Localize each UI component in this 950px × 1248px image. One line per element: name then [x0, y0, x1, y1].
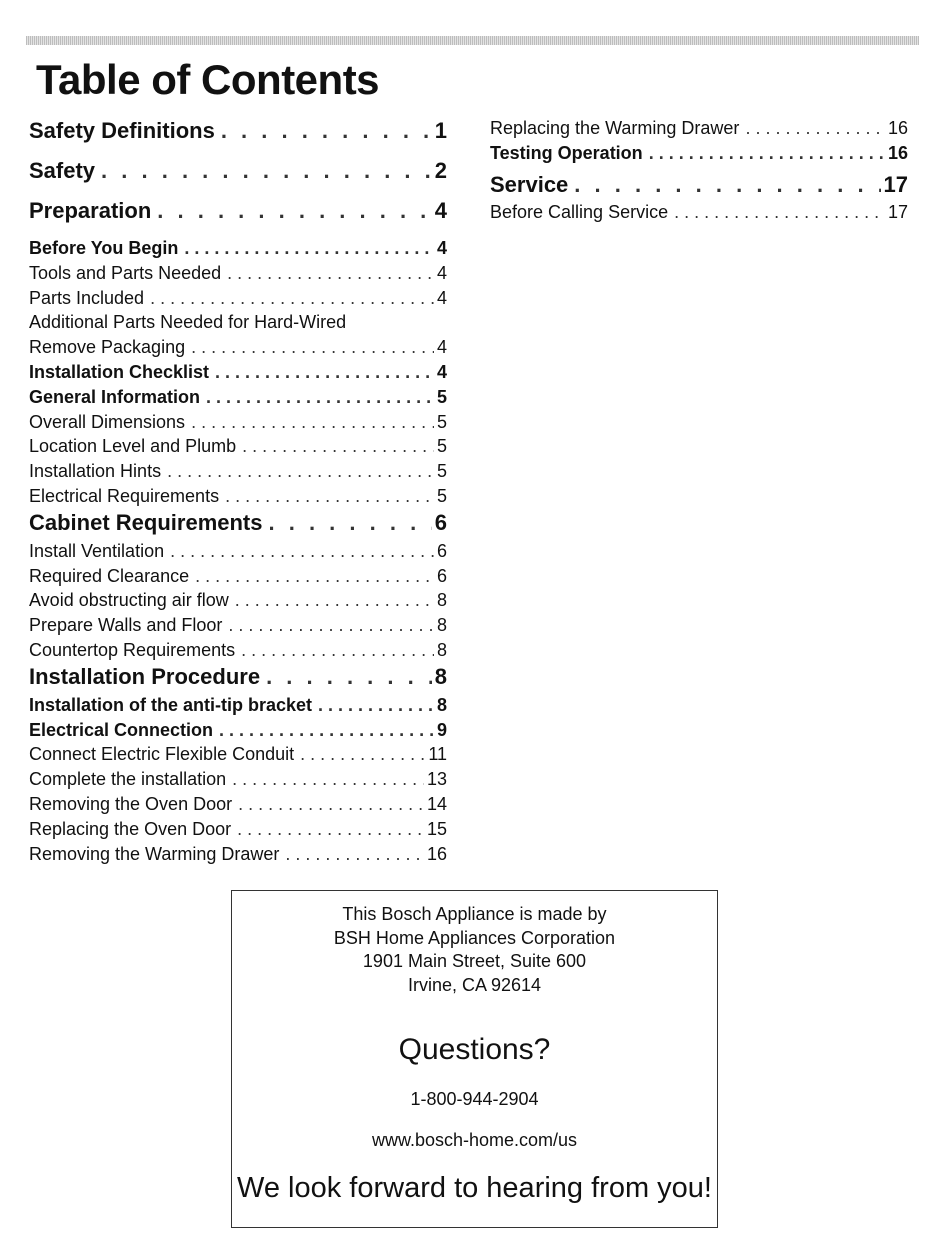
toc-entry[interactable] [29, 767, 447, 792]
toc-entry-label: Service [490, 171, 569, 197]
toc-right-column [490, 116, 908, 224]
toc-leader-dots [269, 509, 432, 537]
toc-entry[interactable] [29, 310, 447, 335]
toc-page-number: 13 [426, 769, 447, 790]
toc-leader-dots [232, 767, 424, 792]
toc-leader-dots [225, 484, 434, 509]
toc-entry-label: General Information [29, 386, 201, 407]
toc-page-number: 8 [436, 694, 447, 715]
toc-leader-dots [184, 236, 434, 261]
toc-entry[interactable] [490, 200, 908, 225]
toc-entry-label: Overall Dimensions [29, 411, 186, 432]
toc-leader-dots [745, 116, 885, 141]
toc-leader-dots [191, 410, 434, 435]
toc-leader-dots [221, 116, 432, 146]
toc-entry[interactable] [490, 116, 908, 141]
toc-entry[interactable] [29, 539, 447, 564]
toc-page-number: 16 [426, 843, 447, 864]
toc-entry[interactable] [29, 196, 447, 236]
toc-page-number: 5 [436, 485, 447, 506]
toc-entry[interactable] [29, 742, 447, 767]
toc-page-number: 17 [887, 201, 908, 222]
toc-page-number: 9 [436, 719, 447, 740]
toc-entry[interactable] [29, 360, 447, 385]
phone-number: 1-800-944-2904 [410, 1089, 539, 1109]
toc-entry-label: Before You Begin [29, 238, 179, 258]
toc-entry-label: Cabinet Requirements [29, 509, 263, 535]
toc-entry-label: Remove Packaging [29, 337, 186, 358]
toc-leader-dots [241, 638, 434, 663]
closing-message: We look forward to hearing from you! [237, 1172, 712, 1204]
toc-leader-dots [167, 459, 434, 484]
toc-leader-dots [206, 385, 434, 410]
toc-leader-dots [227, 261, 434, 286]
toc-entry[interactable] [29, 385, 447, 410]
address-line: 1901 Main Street, Suite 600 [362, 951, 587, 971]
toc-leader-dots [285, 842, 424, 867]
toc-entry-label: Safety [29, 158, 96, 183]
toc-entry[interactable] [29, 459, 447, 484]
toc-leader-dots [238, 792, 424, 817]
toc-entry-label: Connect Electric Flexible Conduit [29, 744, 295, 765]
toc-entry-label: Prepare Walls and Floor [29, 615, 223, 636]
toc-entry[interactable] [29, 410, 447, 435]
toc-entry[interactable] [490, 141, 908, 166]
toc-entry[interactable] [29, 564, 447, 589]
toc-page-number: 4 [434, 198, 447, 223]
toc-entry[interactable] [29, 792, 447, 817]
toc-left-column [29, 116, 447, 866]
toc-entry-label: Additional Parts Needed for Hard-Wired [29, 312, 347, 333]
toc-entry[interactable] [29, 286, 447, 311]
toc-entry[interactable] [29, 236, 447, 261]
toc-entry[interactable] [490, 170, 908, 200]
toc-page-number: 5 [436, 461, 447, 482]
toc-leader-dots [237, 817, 424, 842]
toc-entry-label: Testing Operation [490, 142, 643, 163]
toc-page-number: 5 [436, 411, 447, 432]
toc-entry[interactable] [29, 638, 447, 663]
toc-leader-dots [215, 360, 434, 385]
toc-entry[interactable] [29, 842, 447, 867]
toc-leader-dots [228, 613, 434, 638]
website-link[interactable]: www.bosch-home.com/us [371, 1130, 578, 1150]
toc-entry[interactable] [29, 817, 447, 842]
toc-leader-dots [242, 434, 434, 459]
toc-leader-dots [195, 564, 434, 589]
toc-page-number: 15 [426, 818, 447, 839]
toc-page-number: 2 [434, 158, 447, 183]
toc-entry-label: Installation Hints [29, 461, 162, 482]
toc-leader-dots [157, 196, 431, 226]
toc-entry-label: Complete the installation [29, 769, 227, 790]
toc-leader-dots [219, 718, 434, 743]
toc-page-number: 5 [436, 386, 447, 407]
toc-page-number: 8 [436, 615, 447, 636]
toc-page-number: 17 [883, 171, 908, 197]
toc-leader-dots [674, 200, 885, 225]
toc-leader-dots [574, 170, 880, 200]
contact-box [231, 890, 718, 1228]
toc-entry-label: Parts Included [29, 287, 145, 308]
toc-entry-label: Required Clearance [29, 565, 190, 586]
toc-entry-label: Install Ventilation [29, 540, 165, 561]
toc-entry-label: Replacing the Oven Door [29, 818, 232, 839]
toc-leader-dots [101, 156, 432, 186]
toc-entry-label: Before Calling Service [490, 201, 669, 222]
toc-leader-dots [649, 141, 885, 166]
address-line: This Bosch Appliance is made by [342, 904, 607, 924]
toc-entry-label: Replacing the Warming Drawer [490, 118, 740, 138]
toc-entry-label: Countertop Requirements [29, 639, 236, 660]
questions-heading: Questions? [398, 1033, 551, 1066]
toc-leader-dots [300, 742, 425, 767]
toc-page-number: 4 [436, 262, 447, 283]
toc-page-number: 16 [887, 142, 908, 163]
toc-entry[interactable] [29, 261, 447, 286]
toc-entry-label: Removing the Oven Door [29, 793, 233, 814]
toc-page-number: 4 [436, 337, 447, 358]
toc-leader-dots [150, 286, 434, 311]
page-title: Table of Contents [36, 56, 380, 103]
toc-entry-label: Installation Procedure [29, 663, 261, 689]
toc-entry-label: Installation Checklist [29, 361, 210, 382]
toc-entry-label: Safety Definitions [29, 118, 215, 143]
toc-entry[interactable] [29, 156, 447, 196]
toc-leader-dots [266, 663, 432, 691]
toc-entry-label: Location Level and Plumb [29, 436, 237, 457]
manufacturer-address [232, 903, 717, 997]
toc-entry-label: Removing the Warming Drawer [29, 843, 280, 864]
toc-entry[interactable] [29, 484, 447, 509]
toc-leader-dots [235, 588, 434, 613]
header-rule [26, 36, 919, 45]
toc-entry-label: Electrical Connection [29, 719, 214, 740]
toc-page-number: 8 [434, 663, 447, 689]
address-line: Irvine, CA 92614 [407, 974, 542, 995]
toc-page-number: 5 [436, 436, 447, 457]
toc-entry[interactable] [29, 613, 447, 638]
toc-entry-label: Electrical Requirements [29, 485, 220, 506]
toc-entry[interactable] [29, 693, 447, 718]
toc-page-number: 8 [436, 590, 447, 611]
address-line: BSH Home Appliances Corporation [333, 927, 616, 948]
toc-page-number: 11 [428, 744, 447, 765]
toc-entry-label: Installation of the anti-tip bracket [29, 694, 313, 715]
toc-page-number: 1 [434, 118, 447, 143]
toc-entry[interactable] [29, 718, 447, 743]
toc-entry[interactable] [29, 509, 447, 539]
toc-page-number: 16 [887, 118, 908, 138]
toc-entry[interactable] [29, 434, 447, 459]
toc-page-number: 8 [436, 639, 447, 660]
toc-entry[interactable] [29, 588, 447, 613]
toc-page-number: 14 [426, 793, 447, 814]
toc-entry[interactable] [29, 116, 447, 156]
toc-page-number: 4 [436, 287, 447, 308]
toc-entry[interactable] [29, 335, 447, 360]
toc-page-number: 6 [436, 540, 447, 561]
toc-page-number: 4 [436, 361, 447, 382]
toc-page-number: 6 [436, 565, 447, 586]
toc-leader-dots [191, 335, 434, 360]
toc-leader-dots [170, 539, 434, 564]
toc-leader-dots [318, 693, 434, 718]
toc-entry-label: Preparation [29, 198, 152, 223]
toc-entry-label: Avoid obstructing air flow [29, 590, 229, 611]
toc-entry[interactable] [29, 663, 447, 693]
toc-entry-label: Tools and Parts Needed [29, 262, 222, 283]
toc-page-number: 4 [436, 238, 447, 258]
toc-page-number: 6 [434, 509, 447, 535]
